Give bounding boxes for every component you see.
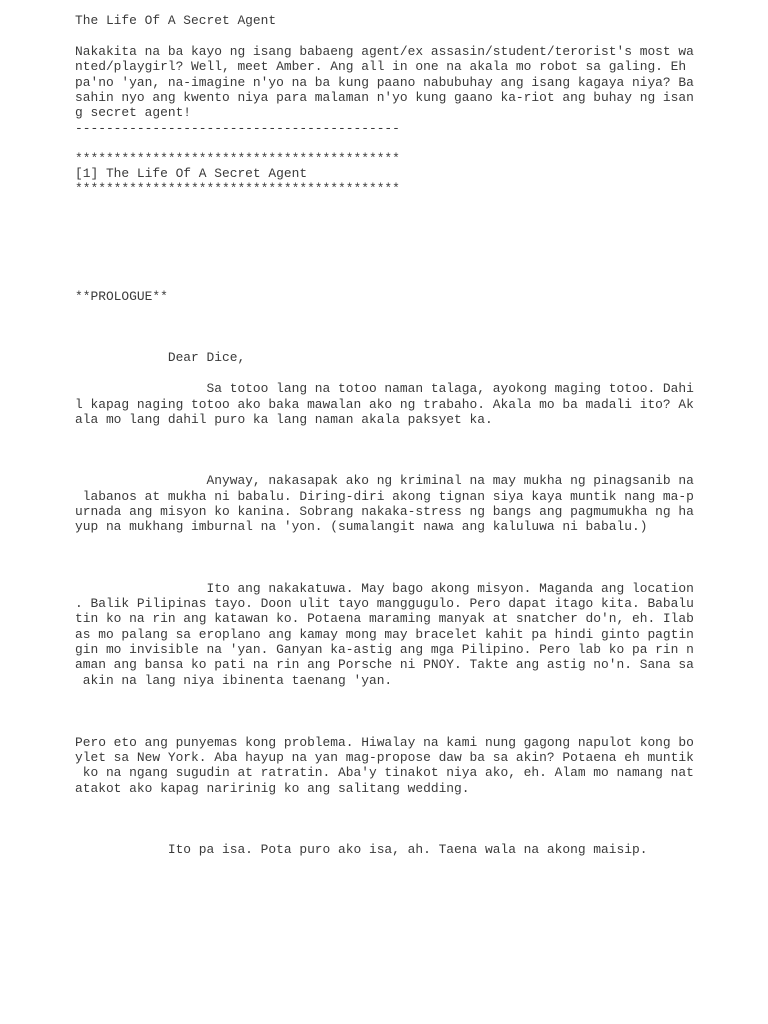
- paragraph-line: ylet sa New York. Aba hayup na yan mag-propose daw ba sa akin? Potaena eh muntik: [75, 750, 694, 765]
- prologue-label: **PROLOGUE**: [75, 289, 168, 304]
- paragraph-line: ko na ngang sugudin at ratratin. Aba'y tinakot niya ako, eh. Alam mo namang nat: [75, 765, 694, 780]
- star-separator-bottom: ******************************************: [75, 181, 400, 196]
- summary-line: g secret agent!: [75, 105, 192, 120]
- summary-line: pa'no 'yan, na-imagine n'yo na ba kung paano nabubuhay ang isang kagaya niya? Ba: [75, 75, 694, 90]
- dash-separator: ------------------------------------------: [75, 121, 400, 136]
- star-separator-top: ******************************************: [75, 151, 400, 166]
- paragraph-line: Pero eto ang punyemas kong problema. Hiwalay na kami nung gagong napulot kong bo: [75, 735, 694, 750]
- paragraph-line: Sa totoo lang na totoo naman talaga, ayokong maging totoo. Dahi: [75, 381, 694, 396]
- paragraph-line: Anyway, nakasapak ako ng kriminal na may mukha ng pinagsanib na: [75, 473, 694, 488]
- paragraph-line: labanos at mukha ni babalu. Diring-diri akong tignan siya kaya muntik nang ma-p: [75, 489, 694, 504]
- paragraph-line: gin mo invisible na 'yan. Ganyan ka-astig ang mga Pilipino. Pero lab ko pa rin n: [75, 642, 694, 657]
- paragraph-line: l kapag naging totoo ako baka mawalan ako ng trabaho. Akala mo ba madali ito? Ak: [75, 397, 694, 412]
- paragraph-line: yup na mukhang imburnal na 'yon. (sumalangit nawa ang kaluluwa ni babalu.): [75, 519, 648, 534]
- paragraph-line: Ito ang nakakatuwa. May bago akong misyon. Maganda ang location: [75, 581, 694, 596]
- paragraph-line: atakot ako kapag naririnig ko ang salitang wedding.: [75, 781, 470, 796]
- summary-line: nted/playgirl? Well, meet Amber. Ang all in one na akala mo robot sa galing. Eh: [75, 59, 687, 74]
- paragraph-line: ala mo lang dahil puro ka lang naman akala paksyet ka.: [75, 412, 493, 427]
- salutation: Dear Dice,: [75, 350, 246, 365]
- paragraph-line: . Balik Pilipinas tayo. Doon ulit tayo manggugulo. Pero dapat itago kita. Babalu: [75, 596, 694, 611]
- paragraph-line: Ito pa isa. Pota puro ako isa, ah. Taena wala na akong maisip.: [75, 842, 648, 857]
- paragraph-line: aman ang bansa ko pati na rin ang Porsche ni PNOY. Takte ang astig no'n. Sana sa: [75, 657, 694, 672]
- paragraph-line: as mo palang sa eroplano ang kamay mong may bracelet kahit pa hindi ginto pagtin: [75, 627, 694, 642]
- paragraph-line: tin ko na rin ang katawan ko. Potaena maraming manyak at snatcher do'n, eh. Ilab: [75, 611, 694, 626]
- paragraph-line: akin na lang niya ibinenta taenang 'yan.: [75, 673, 393, 688]
- document-title: The Life Of A Secret Agent: [75, 13, 277, 28]
- paragraph-line: urnada ang misyon ko kanina. Sobrang nakaka-stress ng bangs ang pagmumukha ng ha: [75, 504, 694, 519]
- summary-line: Nakakita na ba kayo ng isang babaeng agent/ex assasin/student/terorist's most wa: [75, 44, 694, 59]
- summary-line: sahin nyo ang kwento niya para malaman n'yo kung gaano ka-riot ang buhay ng isan: [75, 90, 694, 105]
- chapter-heading: [1] The Life Of A Secret Agent: [75, 166, 308, 181]
